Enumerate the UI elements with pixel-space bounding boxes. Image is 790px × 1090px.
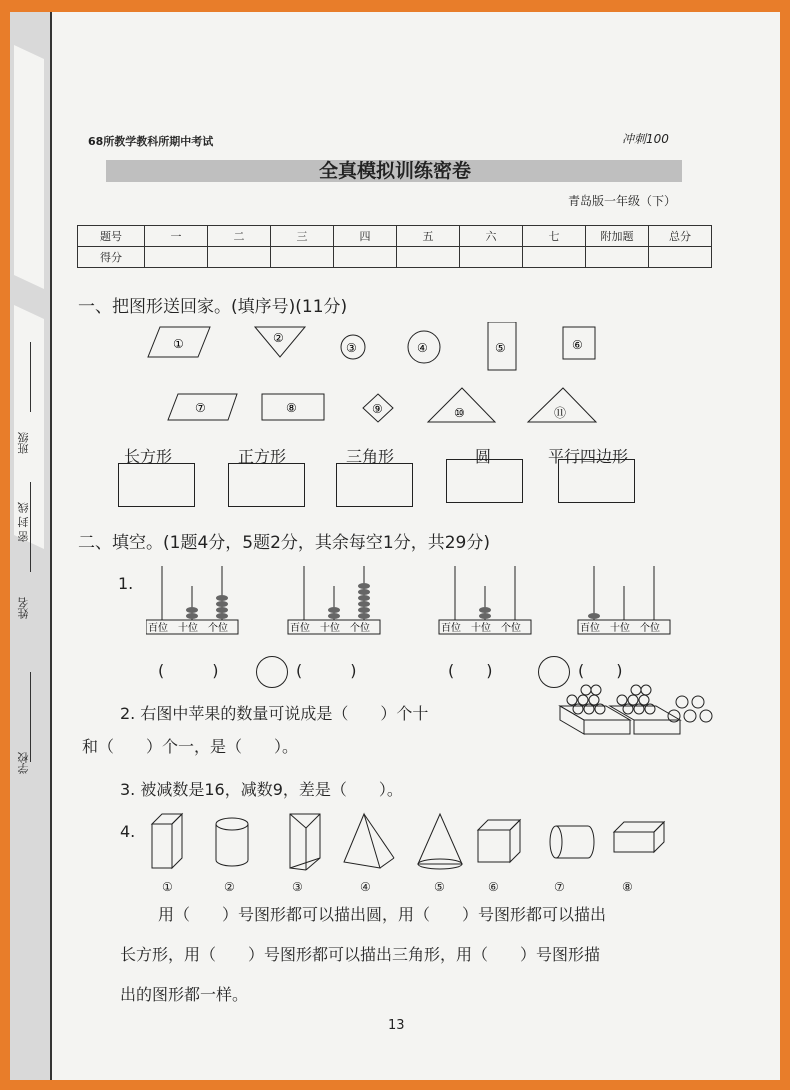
answer-paren-1[interactable]: ( ) xyxy=(158,661,219,680)
svg-text:个位: 个位 xyxy=(208,623,228,634)
shape-number: ① xyxy=(173,337,184,351)
exam-series: 68所教学教科所期中考试 xyxy=(88,135,214,148)
answer-paren-4[interactable]: ( ) xyxy=(578,661,623,680)
answer-box-square[interactable] xyxy=(228,463,305,507)
abacus-4 xyxy=(578,566,670,634)
answer-paren-2[interactable]: ( ) xyxy=(296,661,357,680)
page-title: 全真模拟训练密卷 xyxy=(318,160,471,182)
svg-text:个位: 个位 xyxy=(501,623,521,634)
svg-text:个位: 个位 xyxy=(640,623,660,634)
solid-number: ① xyxy=(162,880,173,894)
q2-item3: 3. 被减数是16，减数9，差是（ ）。 xyxy=(120,780,403,799)
score-table xyxy=(77,225,712,268)
q2-item2-line2: 和（ ）个一，是（ ）。 xyxy=(82,737,299,756)
category-circle-label: 圆 xyxy=(475,447,492,466)
score-table-header-row: 题号 一 二 三 四 五 六 七 附加题 总分 xyxy=(78,226,712,247)
abacus-2 xyxy=(288,566,380,634)
name-label: 姓名 xyxy=(17,597,30,619)
category-triangle-label: 三角形 xyxy=(346,447,395,466)
svg-text:⑪: ⑪ xyxy=(554,406,567,420)
svg-text:④: ④ xyxy=(417,341,428,355)
answer-box-rectangle[interactable] xyxy=(118,463,195,507)
class-label: 班级 xyxy=(17,432,30,454)
svg-text:百位: 百位 xyxy=(148,623,168,634)
category-rectangle-label: 长方形 xyxy=(124,447,173,466)
svg-text:⑦: ⑦ xyxy=(195,401,206,415)
category-parallelogram-label: 平行四边形 xyxy=(548,447,629,466)
svg-text:十位: 十位 xyxy=(610,623,630,634)
compare-circle-1[interactable] xyxy=(256,656,288,688)
svg-text:十位: 十位 xyxy=(178,623,198,634)
svg-text:十位: 十位 xyxy=(320,623,340,634)
page-number: 13 xyxy=(388,1018,405,1033)
svg-text:③: ③ xyxy=(346,341,357,355)
svg-text:个位: 个位 xyxy=(350,623,370,634)
svg-text:⑥: ⑥ xyxy=(572,338,583,352)
brand-label: 冲刺100 xyxy=(622,132,669,146)
q2-item4-line2: 长方形，用（ ）号图形都可以描出三角形，用（ ）号图形描 xyxy=(120,945,601,964)
seal-line-label: 密 封 线 xyxy=(17,502,30,542)
svg-text:⑧: ⑧ xyxy=(286,401,297,415)
score-table-score-row: 得分 xyxy=(78,247,712,268)
school-label: 学校 xyxy=(17,752,30,774)
category-square-label: 正方形 xyxy=(238,447,287,466)
q1-shapes xyxy=(140,322,780,432)
exam-paper: 学校 姓名 密 封 线 班级 68所教学教科所期中考试 冲刺100 全真模拟训练密卷 青岛版一年级（下） 题号 一 二 三 四 五 六 七 附加题 总分 得分 一、把图形送回家。(填序号)(11分) ① ② ③ ④ ⑤ ⑥ ⑦ ⑧ ⑨ ⑩ ⑪ 长方形 正方形 三角形 圆 平行四边形 二、填空。(1题4分，5题2分，其余每空1分，共29分) 1. 百位 十位 个位 百位 十位 个位 百位 十位 个位 百位 十位 个位 ( ) ( ) ( ) ( ) 2. 右图中苹果的数量可说成是（ ）个十 和（ ）个一，是（ ）。 3. 被减数是16，减数9，差是（ ）。 4. ① ② ③ ④ ⑤ ⑥ ⑦ ⑧ 用（ ）号图形都可以描出圆，用（ ）号图形都可以描出 长方形，用（ ）号图形都可以描出三角形，用（ ）号图形描 出的图形都一样。 13 xyxy=(10,12,780,1080)
abacus-group xyxy=(146,564,686,636)
svg-text:⑨: ⑨ xyxy=(372,402,383,416)
svg-text:百位: 百位 xyxy=(290,623,310,634)
svg-text:百位: 百位 xyxy=(441,623,461,634)
svg-text:⑤: ⑤ xyxy=(495,341,506,355)
grade-label: 青岛版一年级（下） xyxy=(568,194,677,208)
q1-heading: 一、把图形送回家。(填序号)(11分) xyxy=(78,297,348,317)
svg-text:百位: 百位 xyxy=(580,623,600,634)
answer-box-triangle[interactable] xyxy=(336,463,413,507)
answer-box-parallelogram[interactable] xyxy=(558,459,635,503)
abacus-1 xyxy=(146,566,238,634)
q2-heading: 二、填空。(1题4分，5题2分，其余每空1分，共29分) xyxy=(78,533,490,553)
svg-text:⑩: ⑩ xyxy=(454,406,465,420)
q2-item2-line1: 2. 右图中苹果的数量可说成是（ ）个十 xyxy=(120,704,429,723)
abacus-3 xyxy=(439,566,531,634)
q2-item4-line1: 用（ ）号图形都可以描出圆，用（ ）号图形都可以描出 xyxy=(158,905,607,924)
svg-text:②: ② xyxy=(273,331,284,345)
q2-item4-line3: 出的图形都一样。 xyxy=(120,985,249,1004)
answer-paren-3[interactable]: ( ) xyxy=(448,661,493,680)
answer-box-circle[interactable] xyxy=(446,459,523,503)
apple-crates-picture xyxy=(556,676,716,738)
svg-text:十位: 十位 xyxy=(471,623,491,634)
